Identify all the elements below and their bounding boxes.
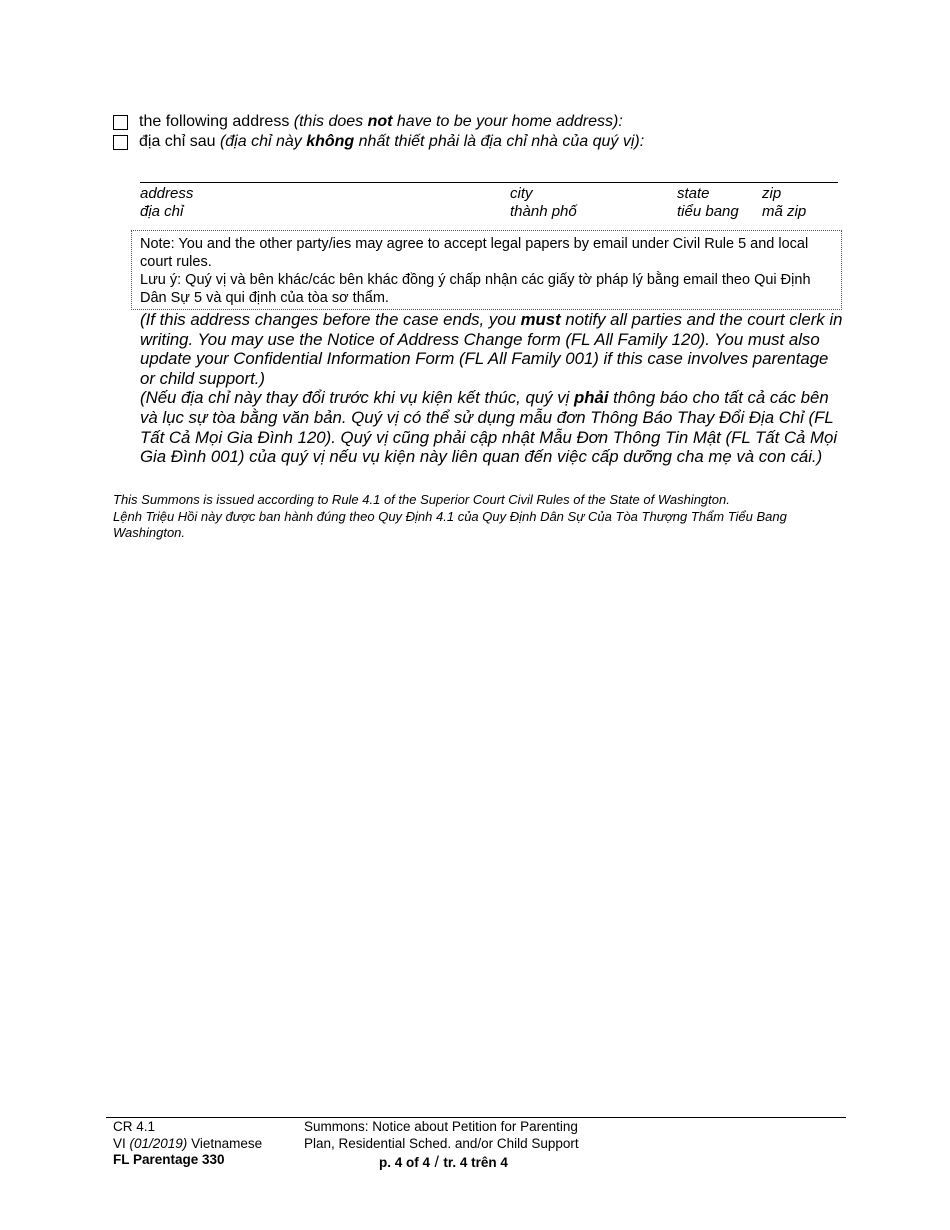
footer-version: VI (01/2019) Vietnamese bbox=[113, 1135, 263, 1151]
address-checkbox-en[interactable] bbox=[113, 115, 128, 130]
option-text-en: the following address (this does not have to be your home address): bbox=[139, 113, 623, 130]
footer-form-number: FL Parentage 330 bbox=[113, 1152, 225, 1167]
zip-label: zip mã zip bbox=[762, 185, 807, 220]
address-option-en bbox=[113, 112, 623, 132]
footer-rule-number: CR 4.1 bbox=[113, 1119, 156, 1134]
footer-page-number: p. 4 of 4 / tr. 4 trên 4 bbox=[379, 1154, 508, 1171]
address-fill-line[interactable] bbox=[140, 182, 838, 183]
footer-form-title: Summons: Notice about Petition for Parenting Plan, Residential Sched. and/or Child Support bbox=[304, 1119, 579, 1151]
warning-en: (If this address changes before the case ends, you must notify all parties and the court clerk in writing. You may use the Notice of Address Change form (FL All Family 120). You must also update your Confidential Information Form (FL All Family 001) if this case involves parentage or child support.) bbox=[140, 310, 843, 388]
warning-vi: (Nếu địa chỉ này thay đổi trước khi vụ kiện kết thúc, quý vị phải thông báo cho tất cả các bên và lục sự tòa bằng văn bản. Quý vị có thể sử dụng mẫu đơn Thông Báo Thay Đổi Địa Chỉ (FL Tất Cả Mọi Gia Đình 120). Quý vị cũng phải cập nhật Mẫu Đơn Thông Tin Mật (FL Tất Cả Mọi Gia Đình 001) của quý vị nếu vụ kiện này liên quan đến việc cấp dưỡng cha mẹ và con cái.) bbox=[140, 388, 838, 467]
city-label: city thành phố bbox=[510, 185, 577, 220]
note-en: Note: You and the other party/ies may agree to accept legal papers by email under Civil Rule 5 and local court rules. bbox=[140, 236, 809, 270]
issued-statement: This Summons is issued according to Rule 4.1 of the Superior Court Civil Rules of the State of Washington. Lệnh Triệu Hồi này được ban hành đúng theo Quy Định 4.1 của Quy Định Dân Sự Của Tòa Thượng Thẩm Tiểu Bang Washington. bbox=[113, 492, 787, 540]
state-label: state tiểu bang bbox=[677, 185, 739, 220]
email-service-note bbox=[131, 230, 842, 310]
option-text-vi: địa chỉ sau (địa chỉ này không nhất thiết phải là địa chỉ nhà của quý vị): bbox=[139, 133, 645, 150]
address-label: address địa chỉ bbox=[140, 185, 194, 220]
footer-form-info bbox=[113, 1119, 262, 1169]
footer-rule bbox=[106, 1117, 846, 1118]
note-vi: Lưu ý: Quý vị và bên khác/các bên khác đồng ý chấp nhận các giấy tờ pháp lý bằng email theo Qui Định Dân Sự 5 và qui định của tòa sơ thẩm. bbox=[140, 272, 811, 306]
address-checkbox-vi[interactable] bbox=[113, 135, 128, 150]
address-option-vi bbox=[113, 132, 644, 152]
address-change-warning bbox=[140, 310, 845, 467]
